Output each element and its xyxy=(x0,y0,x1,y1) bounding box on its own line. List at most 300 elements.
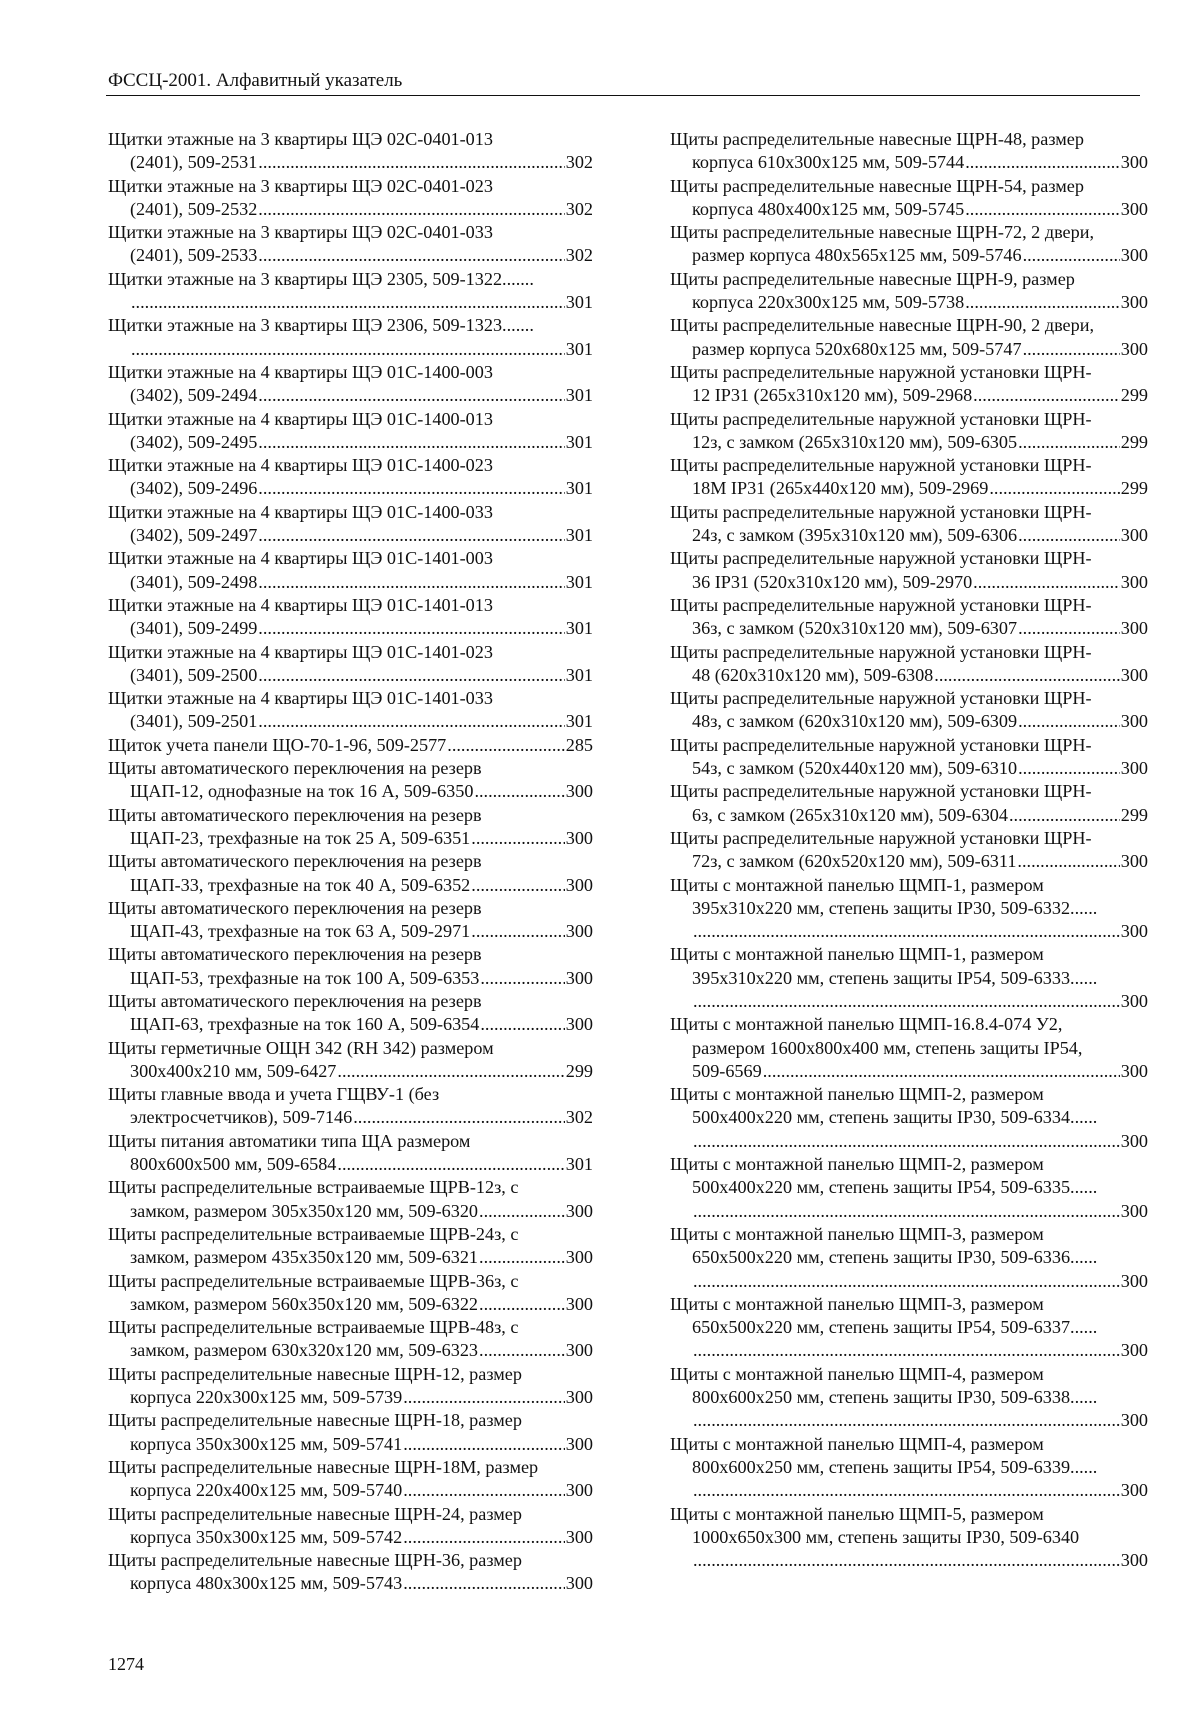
entry-page-number: 300 xyxy=(565,1387,593,1408)
index-entry xyxy=(108,1549,593,1596)
entry-text-line: Щитки этажные на 4 квартиры ЩЭ 01С-1400-023 xyxy=(108,455,493,476)
entry-leader-line xyxy=(670,244,1148,267)
dot-leader xyxy=(403,1479,564,1502)
entry-tail-text: 24з, с замком (395x310x120 мм), 509-6306 xyxy=(692,525,1018,546)
dot-leader xyxy=(480,967,564,990)
index-entry xyxy=(670,687,1148,734)
dot-leader xyxy=(337,1153,564,1176)
index-entry xyxy=(670,221,1148,268)
entry-text-line: Щиты с монтажной панелью ЩМП-3, размером xyxy=(670,1223,1044,1244)
entry-text-line: Щиты автоматического переключения на резерв xyxy=(108,897,482,918)
entry-text-line: Щитки этажные на 4 квартиры ЩЭ 01С-1400-003 xyxy=(108,361,493,382)
dot-leader xyxy=(403,1526,564,1549)
dot-leader xyxy=(258,244,564,267)
dot-leader xyxy=(989,477,1119,500)
index-entry xyxy=(670,1433,1148,1503)
index-entry xyxy=(670,1083,1148,1153)
entry-text-line: Щиты распределительные навесные ЩРН-36, размер xyxy=(108,1550,522,1571)
entry-page-number: 300 xyxy=(1120,525,1148,546)
entry-leader-line xyxy=(108,524,593,547)
index-entry xyxy=(670,547,1148,594)
entry-text-line: Щиты распределительные навесные ЩРН-12, размер xyxy=(108,1363,522,1384)
entry-text-line: 650x500x220 мм, степень защиты IP30, 509-6336...... xyxy=(692,1247,1098,1268)
index-entry xyxy=(108,547,593,594)
entry-text-line: 395x310x220 мм, степень защиты IP30, 509-6332...... xyxy=(692,897,1098,918)
entry-text-line: Щиты распределительные навесные ЩРН-90, 2 двери, xyxy=(670,315,1095,336)
entry-page-number: 300 xyxy=(1120,1410,1148,1431)
entry-page-number: 300 xyxy=(1120,1480,1148,1501)
entry-page-number: 302 xyxy=(565,245,593,266)
entry-page-number: 300 xyxy=(565,1014,593,1035)
entry-leader-line xyxy=(670,571,1148,594)
index-entry xyxy=(108,501,593,548)
entry-leader-line xyxy=(108,734,593,757)
entry-text-line: Щитки этажные на 4 квартиры ЩЭ 01С-1400-033 xyxy=(108,501,493,522)
entry-page-number: 285 xyxy=(565,734,593,755)
entry-page-number: 301 xyxy=(565,431,593,452)
dot-leader xyxy=(965,198,1119,221)
entry-page-number: 300 xyxy=(1120,618,1148,639)
dot-leader xyxy=(763,1060,1120,1083)
entry-text-line: Щиты распределительные навесные ЩРН-18, размер xyxy=(108,1410,522,1431)
dot-leader xyxy=(1018,710,1120,733)
header-rule xyxy=(106,95,1140,96)
entry-page-number: 300 xyxy=(1120,758,1148,779)
dot-leader xyxy=(403,1433,564,1456)
dot-leader xyxy=(973,571,1120,594)
entry-text-line: Щиты распределительные наружной установки ЩРН- xyxy=(670,827,1092,848)
index-entry xyxy=(108,594,593,641)
index-entry xyxy=(670,734,1148,781)
index-entry xyxy=(670,943,1148,1013)
entry-text-line: 1000x650x300 мм, степень защиты IP30, 509-6340 xyxy=(692,1526,1080,1547)
entry-tail-text: корпуса 480x400x125 мм, 509-5745 xyxy=(692,198,965,219)
entry-leader-line xyxy=(108,1479,593,1502)
entry-leader-line xyxy=(108,827,593,850)
index-entry xyxy=(670,641,1148,688)
entry-tail-text: 54з, с замком (520x440x120 мм), 509-6310 xyxy=(692,758,1018,779)
entry-leader-line xyxy=(108,291,593,314)
index-entry xyxy=(670,454,1148,501)
entry-text-line: Щиты распределительные встраиваемые ЩРВ-36з, с xyxy=(108,1270,519,1291)
entry-text-line: Щиты распределительные навесные ЩРН-54, размер xyxy=(670,175,1084,196)
entry-leader-line xyxy=(108,710,593,733)
entry-page-number: 299 xyxy=(565,1060,593,1081)
entry-tail-text: (3402), 509-2494 xyxy=(130,385,258,406)
entry-text-line: 650x500x220 мм, степень защиты IP54, 509-6337...... xyxy=(692,1317,1098,1338)
dot-leader xyxy=(258,384,564,407)
entry-tail-text: замком, размером 435x350x120 мм, 509-6321 xyxy=(130,1247,479,1268)
dot-leader xyxy=(480,1013,564,1036)
entry-tail-text: 72з, с замком (620x520x120 мм), 509-6311 xyxy=(692,851,1017,872)
entry-tail-text: замком, размером 630x320x120 мм, 509-6323 xyxy=(130,1340,479,1361)
entry-text-line: Щитки этажные на 3 квартиры ЩЭ 02С-0401-023 xyxy=(108,175,493,196)
entry-text-line: Щиты распределительные наружной установки ЩРН- xyxy=(670,734,1092,755)
entry-page-number: 301 xyxy=(565,664,593,685)
dot-leader xyxy=(693,1479,1120,1502)
index-entry xyxy=(108,850,593,897)
index-entry xyxy=(108,221,593,268)
entry-leader-line xyxy=(108,1433,593,1456)
index-entry xyxy=(108,1083,593,1130)
entry-page-number: 299 xyxy=(1120,804,1148,825)
entry-leader-line xyxy=(670,990,1148,1013)
index-entry xyxy=(670,1153,1148,1223)
entry-page-number: 302 xyxy=(565,152,593,173)
index-entry xyxy=(670,1223,1148,1293)
entry-text-line: 500x400x220 мм, степень защиты IP30, 509-6334...... xyxy=(692,1107,1098,1128)
entry-text-line: Щиты с монтажной панелью ЩМП-1, размером xyxy=(670,944,1044,965)
entry-leader-line xyxy=(108,1339,593,1362)
entry-page-number: 301 xyxy=(565,711,593,732)
entry-text-line: Щиты автоматического переключения на резерв xyxy=(108,758,482,779)
entry-leader-line xyxy=(670,1339,1148,1362)
entry-text-line: Щитки этажные на 3 квартиры ЩЭ 02С-0401-033 xyxy=(108,222,493,243)
index-entry xyxy=(670,408,1148,455)
entry-page-number: 300 xyxy=(565,1573,593,1594)
entry-leader-line xyxy=(108,244,593,267)
dot-leader xyxy=(693,1130,1120,1153)
dot-leader xyxy=(965,151,1119,174)
entry-leader-line xyxy=(670,804,1148,827)
entry-leader-line xyxy=(670,1409,1148,1432)
entry-text-line: Щиты распределительные наружной установки ЩРН- xyxy=(670,361,1092,382)
entry-text-line: Щиты распределительные наружной установки ЩРН- xyxy=(670,594,1092,615)
entry-tail-text: ЩАП-53, трехфазные на ток 100 А, 509-6353 xyxy=(130,967,480,988)
entry-tail-text: размер корпуса 480x565x125 мм, 509-5746 xyxy=(692,245,1022,266)
index-entry xyxy=(108,641,593,688)
index-entry xyxy=(108,1223,593,1270)
entry-leader-line xyxy=(108,198,593,221)
index-entry xyxy=(670,827,1148,874)
index-entry xyxy=(670,780,1148,827)
entry-page-number: 300 xyxy=(565,921,593,942)
index-entry xyxy=(108,314,593,361)
dot-leader xyxy=(693,990,1120,1013)
entry-leader-line xyxy=(108,874,593,897)
index-entry xyxy=(670,175,1148,222)
index-entry xyxy=(670,1013,1148,1083)
entry-text-line: Щиты распределительные навесные ЩРН-24, размер xyxy=(108,1503,522,1524)
entry-page-number: 300 xyxy=(1120,851,1148,872)
index-entry xyxy=(108,1270,593,1317)
dot-leader xyxy=(131,291,565,314)
dot-leader xyxy=(471,874,564,897)
entry-text-line: Щиты распределительные наружной установки ЩРН- xyxy=(670,688,1092,709)
entry-leader-line xyxy=(108,1200,593,1223)
entry-text-line: Щиты автоматического переключения на резерв xyxy=(108,944,482,965)
entry-page-number: 300 xyxy=(565,1526,593,1547)
entry-leader-line xyxy=(670,920,1148,943)
entry-leader-line xyxy=(670,617,1148,640)
entry-leader-line xyxy=(670,524,1148,547)
entry-leader-line xyxy=(670,757,1148,780)
entry-leader-line xyxy=(108,477,593,500)
entry-leader-line xyxy=(670,198,1148,221)
entry-page-number: 300 xyxy=(1120,152,1148,173)
dot-leader xyxy=(934,664,1119,687)
entry-leader-line xyxy=(108,967,593,990)
entry-text-line: Щиты распределительные навесные ЩРН-18М, размер xyxy=(108,1456,539,1477)
dot-leader xyxy=(258,151,564,174)
entry-page-number: 300 xyxy=(1120,292,1148,313)
entry-text-line: Щитки этажные на 4 квартиры ЩЭ 01С-1401-013 xyxy=(108,594,493,615)
entry-leader-line xyxy=(108,780,593,803)
index-entry xyxy=(108,1316,593,1363)
entry-leader-line xyxy=(108,1060,593,1083)
entry-leader-line xyxy=(108,1153,593,1176)
dot-leader xyxy=(693,1270,1120,1293)
entry-leader-line xyxy=(670,1549,1148,1572)
entry-text-line: Щиты распределительные наружной установки ЩРН- xyxy=(670,548,1092,569)
dot-leader xyxy=(693,1200,1120,1223)
entry-tail-text: 48 (620x310x120 мм), 509-6308 xyxy=(692,664,934,685)
dot-leader xyxy=(471,920,564,943)
dot-leader xyxy=(479,1246,565,1269)
entry-text-line: Щиты герметичные ОЩН 342 (RH 342) размером xyxy=(108,1037,494,1058)
entry-page-number: 300 xyxy=(1120,571,1148,592)
entry-text-line: Щиты питания автоматики типа ЩА размером xyxy=(108,1130,471,1151)
entry-tail-text: ЩАП-33, трехфазные на ток 40 А, 509-6352 xyxy=(130,874,471,895)
entry-page-number: 300 xyxy=(565,1200,593,1221)
entry-tail-text: 48з, с замком (620x310x120 мм), 509-6309 xyxy=(692,711,1018,732)
entry-page-number: 300 xyxy=(565,1340,593,1361)
entry-leader-line xyxy=(670,1479,1148,1502)
entry-page-number: 301 xyxy=(565,338,593,359)
entry-tail-text: (3402), 509-2495 xyxy=(130,431,258,452)
entry-page-number: 300 xyxy=(1120,990,1148,1011)
dot-leader xyxy=(1023,338,1120,361)
entry-page-number: 300 xyxy=(1120,711,1148,732)
entry-page-number: 301 xyxy=(565,478,593,499)
entry-text-line: Щиты с монтажной панелью ЩМП-4, размером xyxy=(670,1363,1044,1384)
entry-page-number: 300 xyxy=(565,1293,593,1314)
index-entry xyxy=(108,757,593,804)
entry-leader-line xyxy=(108,431,593,454)
entry-tail-text: ЩАП-23, трехфазные на ток 25 А, 509-6351 xyxy=(130,827,471,848)
index-entry xyxy=(670,1293,1148,1363)
entry-text-line: Щиты распределительные наружной установки ЩРН- xyxy=(670,455,1092,476)
entry-page-number: 300 xyxy=(1120,198,1148,219)
entry-page-number: 300 xyxy=(565,827,593,848)
entry-tail-text: 36 IP31 (520x310x120 мм), 509-2970 xyxy=(692,571,973,592)
entry-page-number: 302 xyxy=(565,1107,593,1128)
entry-leader-line xyxy=(108,151,593,174)
index-entry xyxy=(108,1456,593,1503)
dot-leader xyxy=(258,198,564,221)
entry-leader-line xyxy=(670,850,1148,873)
dot-leader xyxy=(353,1106,564,1129)
entry-tail-text: корпуса 220x300x125 мм, 509-5738 xyxy=(692,292,965,313)
dot-leader xyxy=(403,1572,564,1595)
entry-text-line: Щиты распределительные встраиваемые ЩРВ-48з, с xyxy=(108,1317,519,1338)
dot-leader xyxy=(1018,757,1120,780)
dot-leader xyxy=(474,780,564,803)
entry-page-number: 300 xyxy=(565,967,593,988)
entry-tail-text: 18М IP31 (265x440x120 мм), 509-2969 xyxy=(692,478,989,499)
entry-tail-text: корпуса 220x300x125 мм, 509-5739 xyxy=(130,1387,403,1408)
entry-text-line: Щиты автоматического переключения на резерв xyxy=(108,990,482,1011)
entry-leader-line xyxy=(670,664,1148,687)
dot-leader xyxy=(471,827,564,850)
entry-tail-text: корпуса 610x300x125 мм, 509-5744 xyxy=(692,152,965,173)
dot-leader xyxy=(258,664,564,687)
dot-leader xyxy=(1018,431,1120,454)
dot-leader xyxy=(258,710,564,733)
entry-leader-line xyxy=(108,1013,593,1036)
dot-leader xyxy=(1017,850,1119,873)
entry-page-number: 300 xyxy=(1120,1270,1148,1291)
right-column xyxy=(670,128,1148,1572)
index-entry xyxy=(108,1130,593,1177)
entry-page-number: 301 xyxy=(565,385,593,406)
index-entry xyxy=(670,128,1148,175)
entry-page-number: 300 xyxy=(1120,1130,1148,1151)
dot-leader xyxy=(479,1293,565,1316)
entry-tail-text: замком, размером 305x350x120 мм, 509-6320 xyxy=(130,1200,479,1221)
entry-text-line: Щиты с монтажной панелью ЩМП-3, размером xyxy=(670,1293,1044,1314)
entry-tail-text: 12з, с замком (265x310x120 мм), 509-6305 xyxy=(692,431,1018,452)
entry-tail-text: (2401), 509-2532 xyxy=(130,198,258,219)
entry-text-line: Щиты с монтажной панелью ЩМП-5, размером xyxy=(670,1503,1044,1524)
entry-text-line: Щитки этажные на 4 квартиры ЩЭ 01С-1401-033 xyxy=(108,688,493,709)
index-entry xyxy=(670,361,1148,408)
entry-page-number: 300 xyxy=(1120,1060,1148,1081)
entry-text-line: 500x400x220 мм, степень защиты IP54, 509-6335...... xyxy=(692,1177,1098,1198)
entry-leader-line xyxy=(670,338,1148,361)
index-entry xyxy=(108,454,593,501)
dot-leader xyxy=(965,291,1119,314)
index-entry xyxy=(108,1503,593,1550)
index-entry xyxy=(670,1363,1148,1433)
entry-text-line: Щиты автоматического переключения на резерв xyxy=(108,804,482,825)
index-entry xyxy=(108,408,593,455)
entry-text-line: Щиты распределительные наружной установки ЩРН- xyxy=(670,781,1092,802)
entry-text-line: Щиты распределительные навесные ЩРН-72, 2 двери, xyxy=(670,222,1095,243)
index-entry xyxy=(108,734,593,757)
entry-page-number: 300 xyxy=(565,1480,593,1501)
entry-text-line: Щиты распределительные встраиваемые ЩРВ-24з, с xyxy=(108,1223,519,1244)
dot-leader xyxy=(131,338,565,361)
dot-leader xyxy=(1023,244,1120,267)
entry-page-number: 300 xyxy=(1120,1340,1148,1361)
entry-tail-text: замком, размером 560x350x120 мм, 509-6322 xyxy=(130,1293,479,1314)
entry-text-line: 800x600x250 мм, степень защиты IP54, 509-6339...... xyxy=(692,1456,1098,1477)
entry-tail-text: 6з, с замком (265x310x120 мм), 509-6304 xyxy=(692,804,1008,825)
index-entry xyxy=(108,268,593,315)
entry-text-line: Щиты с монтажной панелью ЩМП-16.8.4-074 У2, xyxy=(670,1014,1063,1035)
entry-page-number: 301 xyxy=(565,525,593,546)
entry-tail-text: ЩАП-43, трехфазные на ток 63 А, 509-2971 xyxy=(130,921,471,942)
entry-text-line: Щитки этажные на 4 квартиры ЩЭ 01С-1401-003 xyxy=(108,548,493,569)
dot-leader xyxy=(693,1339,1120,1362)
entry-text-line: 800x600x250 мм, степень защиты IP30, 509-6338...... xyxy=(692,1387,1098,1408)
index-entry xyxy=(108,175,593,222)
dot-leader xyxy=(403,1386,564,1409)
entry-text-line: 395x310x220 мм, степень защиты IP54, 509-6333...... xyxy=(692,967,1098,988)
entry-leader-line xyxy=(670,477,1148,500)
entry-text-line: Щитки этажные на 3 квартиры ЩЭ 02С-0401-013 xyxy=(108,129,493,149)
dot-leader xyxy=(479,1339,565,1362)
dot-leader xyxy=(258,431,564,454)
index-entry xyxy=(108,943,593,990)
entry-page-number: 300 xyxy=(1120,1550,1148,1571)
running-header: ФССЦ-2001. Алфавитный указатель xyxy=(108,70,403,91)
entry-leader-line xyxy=(108,1293,593,1316)
entry-page-number: 300 xyxy=(1120,245,1148,266)
entry-leader-line xyxy=(108,1386,593,1409)
entry-tail-text: ЩАП-12, однофазные на ток 16 А, 509-6350 xyxy=(130,781,474,802)
dot-leader xyxy=(1009,804,1120,827)
entry-leader-line xyxy=(670,1200,1148,1223)
entry-leader-line xyxy=(108,384,593,407)
entry-page-number: 300 xyxy=(565,1247,593,1268)
entry-text-line: размером 1600x800x400 мм, степень защиты IP54, xyxy=(692,1037,1083,1058)
entry-page-number: 301 xyxy=(565,1154,593,1175)
index-entry xyxy=(108,687,593,734)
index-entry xyxy=(108,1176,593,1223)
entry-tail-text: (3401), 509-2499 xyxy=(130,618,258,639)
dot-leader xyxy=(337,1060,564,1083)
entry-page-number: 302 xyxy=(565,198,593,219)
entry-leader-line xyxy=(670,710,1148,733)
entry-tail-text: (3401), 509-2501 xyxy=(130,711,258,732)
entry-text-line: Щитки этажные на 3 квартиры ЩЭ 2306, 509-1323....... xyxy=(108,315,534,336)
entry-text-line: Щиты распределительные наружной установки ЩРН- xyxy=(670,408,1092,429)
entry-tail-text: (2401), 509-2533 xyxy=(130,245,258,266)
entry-leader-line xyxy=(670,1060,1148,1083)
entry-text-line: Щиты распределительные наружной установки ЩРН- xyxy=(670,501,1092,522)
entry-page-number: 300 xyxy=(565,781,593,802)
entry-page-number: 299 xyxy=(1120,385,1148,406)
entry-leader-line xyxy=(108,338,593,361)
entry-text-line: Щитки этажные на 3 квартиры ЩЭ 2305, 509-1322....... xyxy=(108,268,534,289)
entry-tail-text: 509-6569 xyxy=(692,1060,762,1081)
entry-page-number: 301 xyxy=(565,571,593,592)
dot-leader xyxy=(258,617,564,640)
index-entry xyxy=(670,268,1148,315)
entry-leader-line xyxy=(108,1106,593,1129)
dot-leader xyxy=(479,1200,565,1223)
entry-leader-line xyxy=(108,664,593,687)
entry-text-line: Щиты распределительные навесные ЩРН-9, размер xyxy=(670,268,1075,289)
entry-text-line: Щиты с монтажной панелью ЩМП-2, размером xyxy=(670,1084,1044,1105)
entry-tail-text: (3402), 509-2496 xyxy=(130,478,258,499)
entry-tail-text: 36з, с замком (520x310x120 мм), 509-6307 xyxy=(692,618,1018,639)
entry-page-number: 300 xyxy=(565,1433,593,1454)
entry-page-number: 299 xyxy=(1120,478,1148,499)
index-entry xyxy=(670,594,1148,641)
entry-page-number: 301 xyxy=(565,618,593,639)
entry-page-number: 300 xyxy=(1120,338,1148,359)
entry-text-line: Щиты распределительные наружной установки ЩРН- xyxy=(670,641,1092,662)
index-entry xyxy=(108,361,593,408)
entry-tail-text: Щиток учета панели ЩО-70-1-96, 509-2577 xyxy=(108,734,447,755)
dot-leader xyxy=(258,571,564,594)
entry-leader-line xyxy=(670,384,1148,407)
entry-leader-line xyxy=(670,1130,1148,1153)
entry-leader-line xyxy=(108,571,593,594)
entry-leader-line xyxy=(108,617,593,640)
entry-tail-text: 800x600x500 мм, 509-6584 xyxy=(130,1154,337,1175)
entry-page-number: 300 xyxy=(565,874,593,895)
entry-tail-text: электросчетчиков), 509-7146 xyxy=(130,1107,353,1128)
page-number: 1274 xyxy=(108,1654,144,1674)
entry-tail-text: размер корпуса 520x680x125 мм, 509-5747 xyxy=(692,338,1022,359)
entry-tail-text: корпуса 220x400x125 мм, 509-5740 xyxy=(130,1480,403,1501)
index-entry xyxy=(670,1503,1148,1573)
index-entry xyxy=(108,897,593,944)
